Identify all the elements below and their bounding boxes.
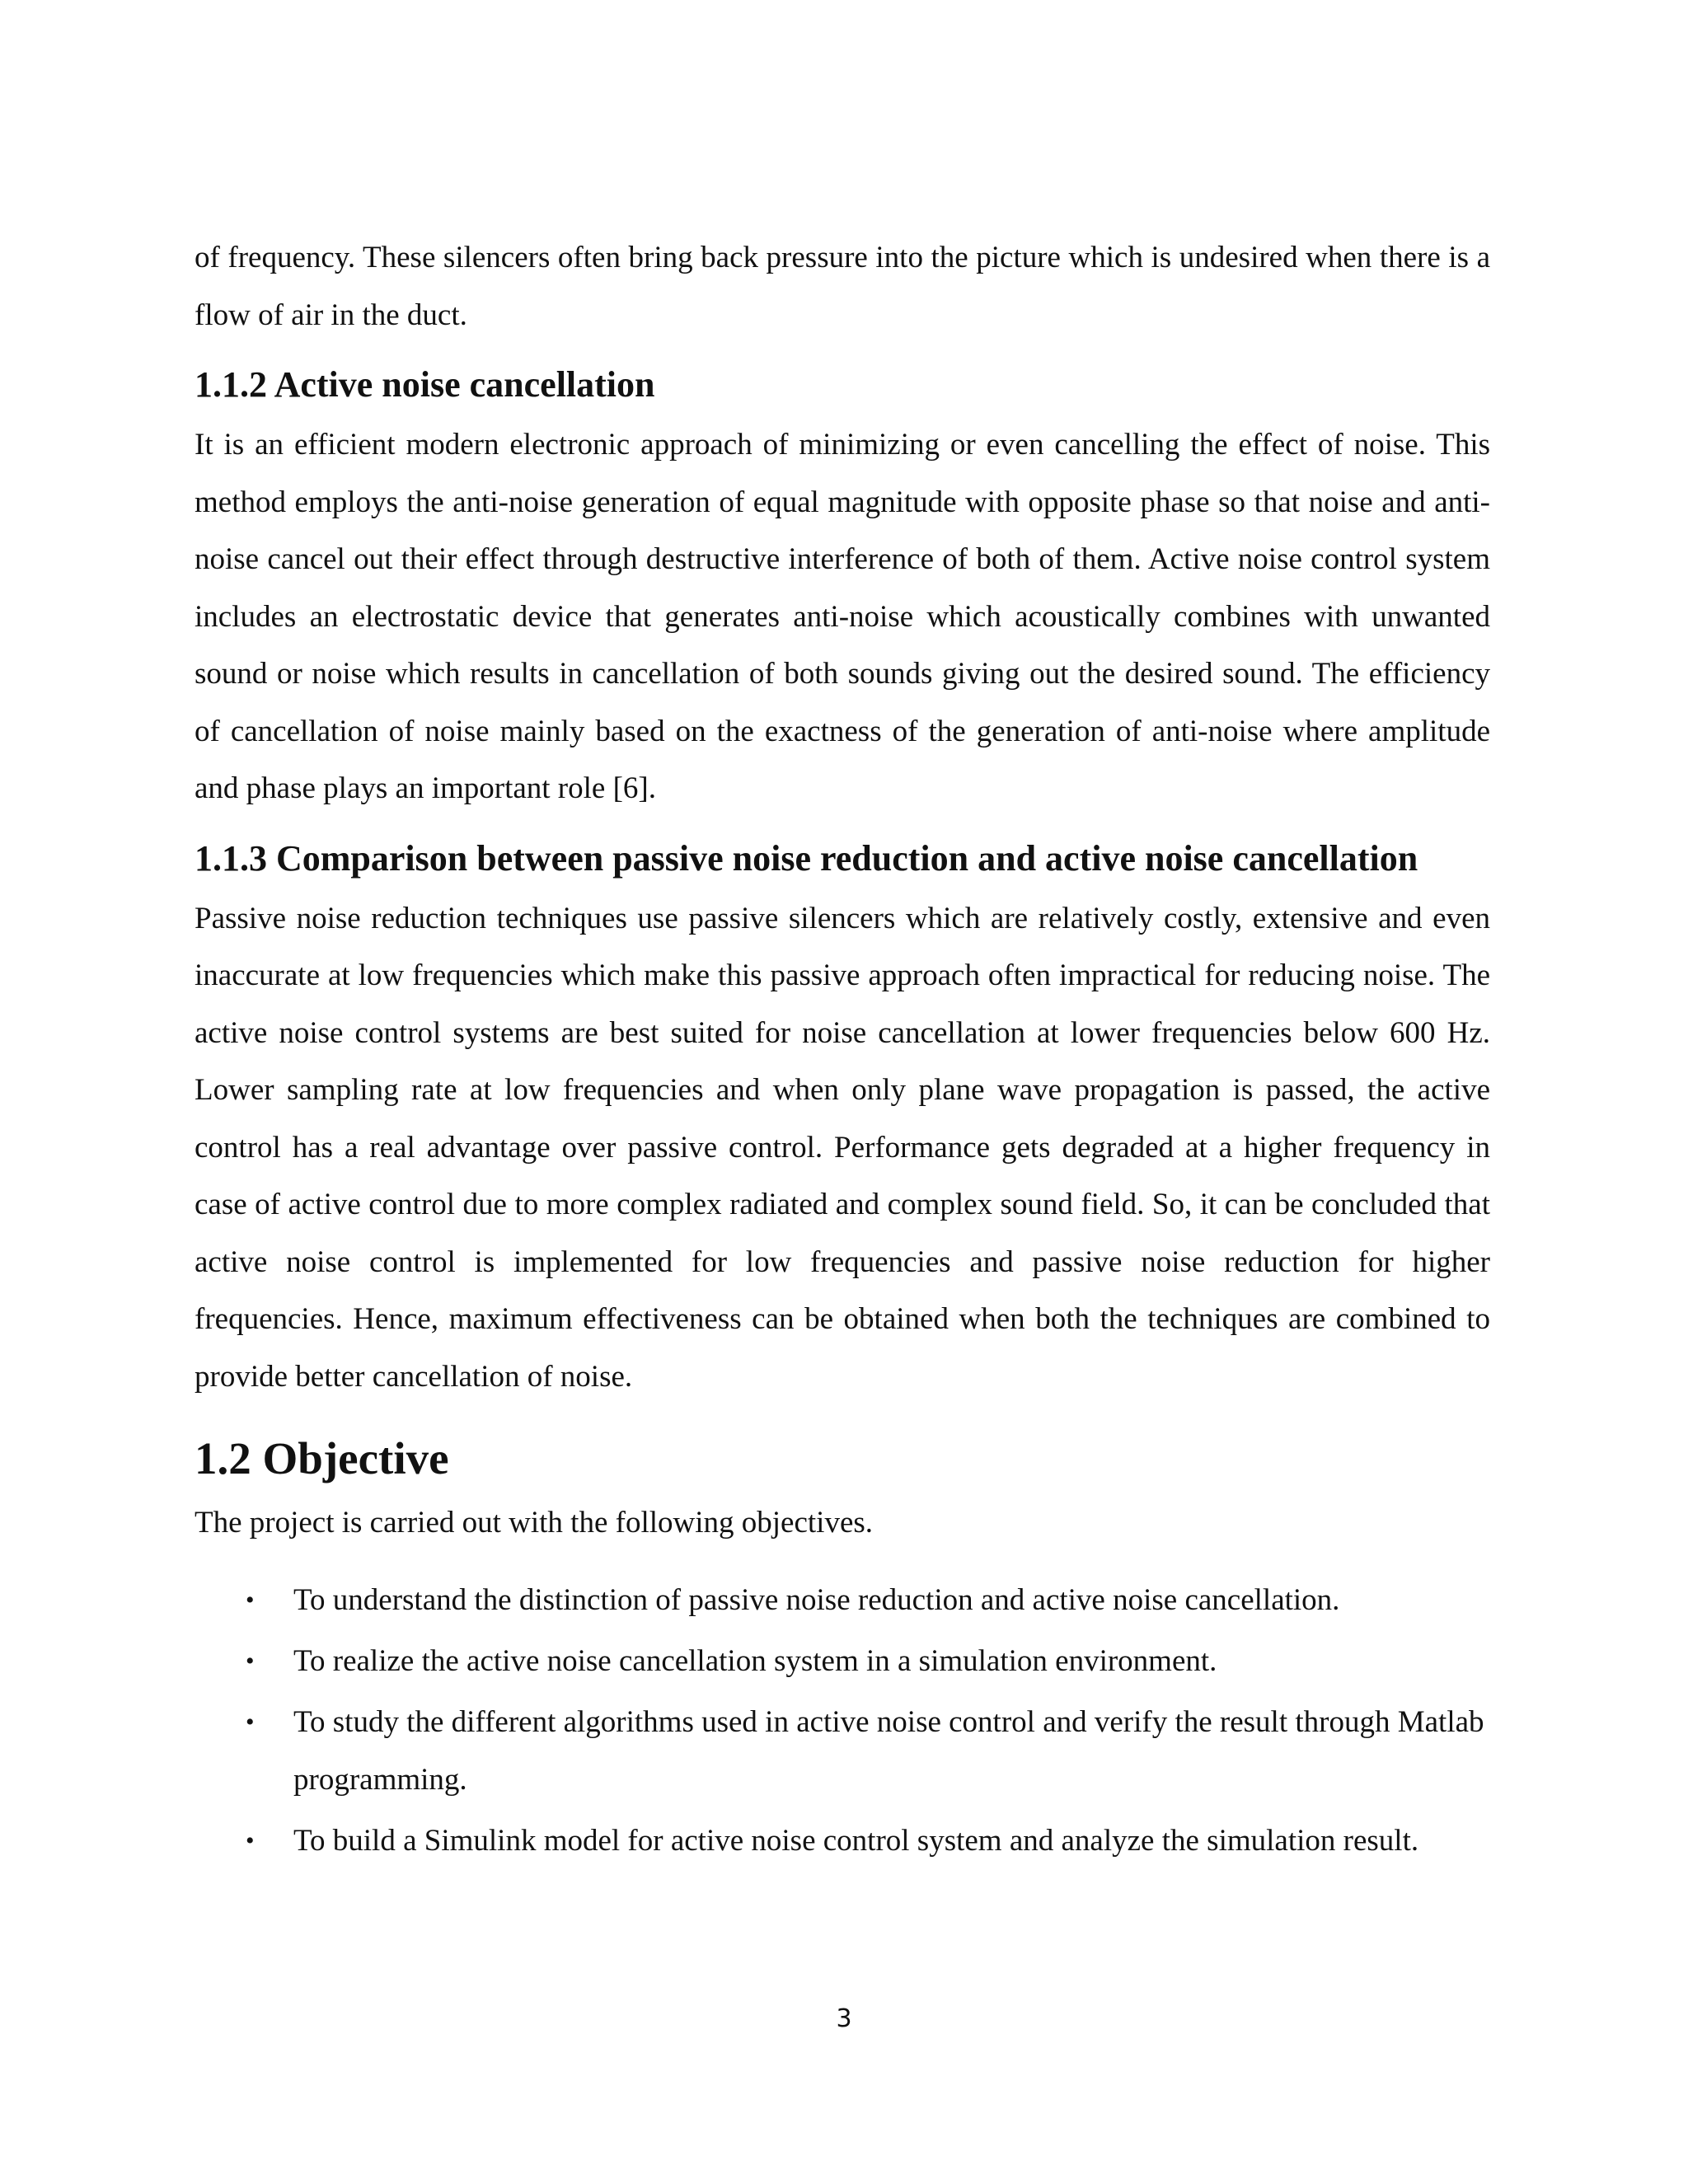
- bullet-icon: •: [246, 1586, 255, 1614]
- list-item: [195, 1812, 1490, 1870]
- heading-objective: 1.2 Objective: [195, 1433, 449, 1483]
- paragraph-continued: of frequency. These silencers often bring back pressure into the picture which is undesired when there is a flow of air in the duct.: [195, 241, 1490, 332]
- heading-active-noise-cancellation: 1.1.2 Active noise cancellation: [195, 364, 655, 405]
- objectives-list: [195, 1572, 1490, 1870]
- paragraph-objective-intro: The project is carried out with the following objectives.: [195, 1506, 874, 1540]
- list-item-text: To build a Simulink model for active noise control system and analyze the simulation result.: [293, 1823, 1419, 1858]
- bullet-icon: •: [246, 1647, 255, 1675]
- bullet-icon: •: [246, 1826, 255, 1854]
- paragraph-comparison: Passive noise reduction techniques use passive silencers which are relatively costly, extensive and even inaccurate at low frequencies which make this passive approach often impractical for reducing noise. The active noise control systems are best suited for noise cancellation at lower frequencies below 600 Hz. Lower sampling rate at low frequencies and when only plane wave propagation is passed, the active control has a real advantage over passive control. Performance gets degraded at a higher frequency in case of active control due to more complex radiated and complex sound field. So, it can be concluded that active noise control is implemented for low frequencies and passive noise reduction for higher frequencies. Hence, maximum effectiveness can be obtained when both the techniques are combined to provide better cancellation of noise.: [195, 901, 1490, 1394]
- heading-comparison: 1.1.3 Comparison between passive noise reduction and active noise cancellation: [195, 837, 1418, 879]
- paragraph-active-noise-cancellation: It is an efficient modern electronic approach of minimizing or even cancelling the effect of noise. This method employs the anti-noise generation of equal magnitude with opposite phase so that noise and anti-noise cancel out their effect through destructive interference of both of them. Active noise control system includes an electrostatic device that generates anti-noise which acoustically combines with unwanted sound or noise which results in cancellation of both sounds giving out the desired sound. The efficiency of cancellation of noise mainly based on the exactness of the generation of anti-noise where amplitude and phase plays an important role [6].: [195, 428, 1490, 805]
- page-content: [195, 229, 1490, 1873]
- list-item: [195, 1694, 1490, 1809]
- list-item: [195, 1572, 1490, 1629]
- list-item-text: To understand the distinction of passive noise reduction and active noise cancellation.: [293, 1582, 1340, 1617]
- page-number: 3: [836, 2004, 852, 2033]
- list-item-text: To study the different algorithms used in active noise control and verify the result through Matlab programming.: [293, 1704, 1484, 1797]
- bullet-icon: •: [246, 1708, 255, 1736]
- list-item-text: To realize the active noise cancellation system in a simulation environment.: [293, 1643, 1217, 1678]
- list-item: [195, 1633, 1490, 1690]
